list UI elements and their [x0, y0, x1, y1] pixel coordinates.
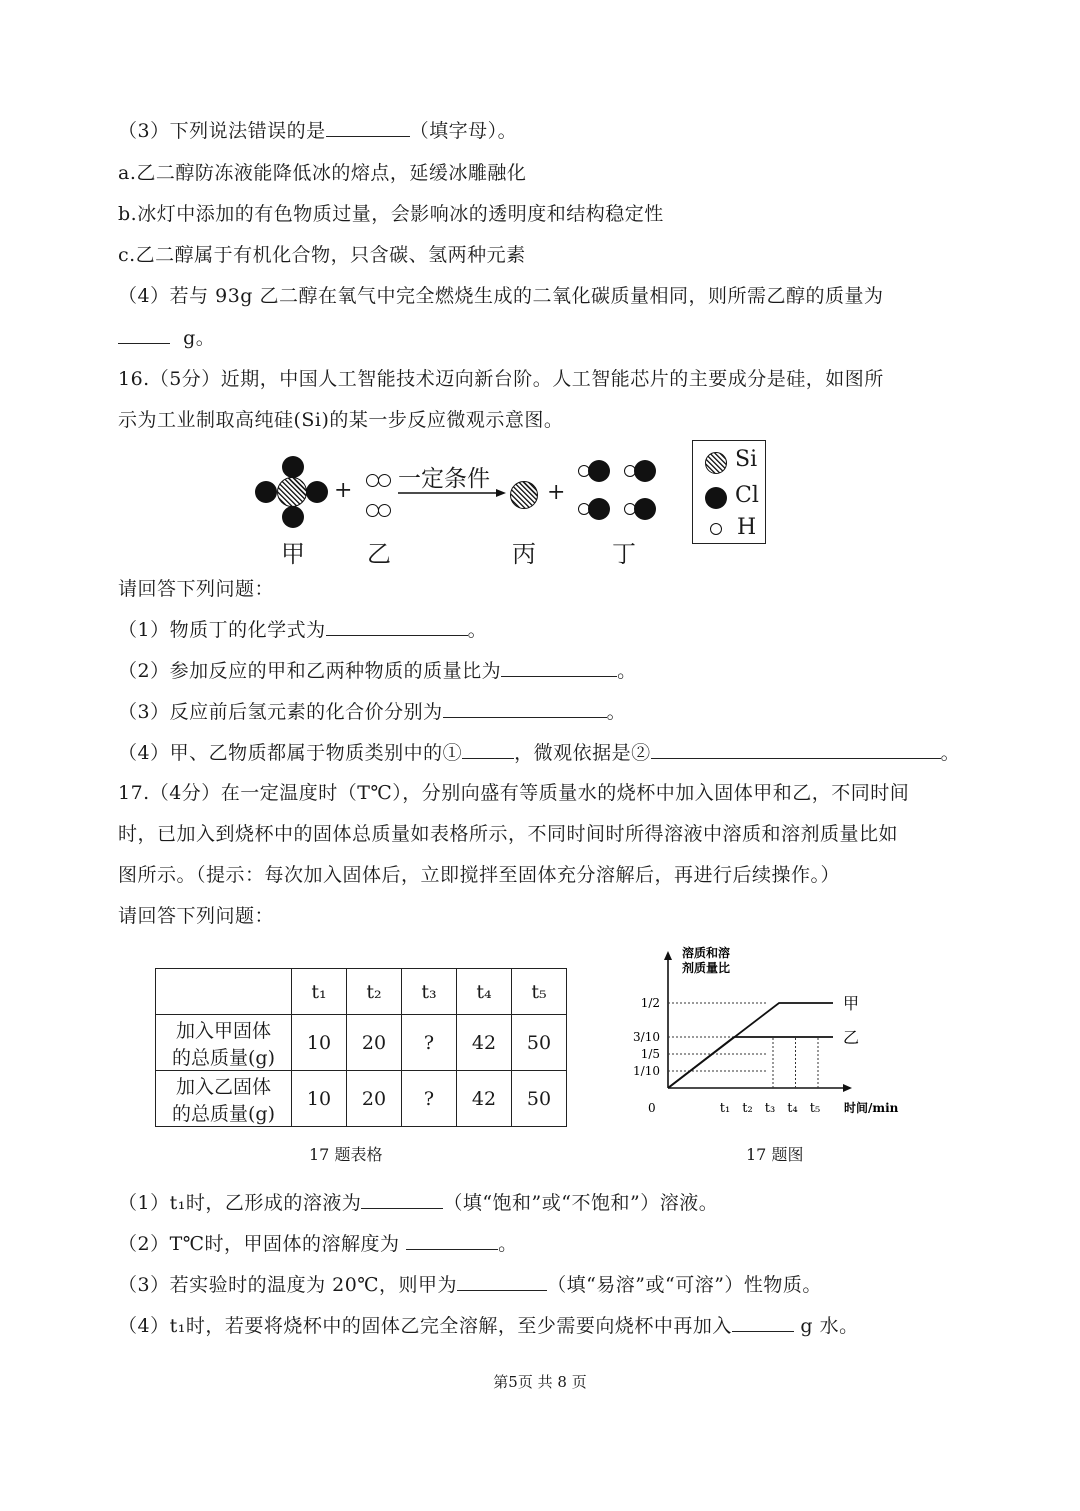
label-yi: 乙 — [367, 540, 391, 568]
table-cell: 50 — [512, 1015, 567, 1071]
cl-atom — [634, 498, 656, 520]
table-header-cell: t₅ — [512, 969, 567, 1015]
table-row-label — [156, 1015, 292, 1071]
table-header-cell: t₁ — [292, 969, 347, 1015]
cl-atom — [282, 506, 304, 528]
atom-legend — [692, 440, 766, 544]
q17-p3-tail: （填“易溶”或“可溶”）性物质。 — [547, 1274, 822, 1296]
answer-blank[interactable] — [118, 325, 170, 344]
q15-p3-text: （3）下列说法错误的是 — [118, 120, 326, 142]
table-row — [156, 1015, 567, 1071]
molecule-jia — [255, 456, 327, 528]
q15-p3 — [118, 118, 517, 144]
answer-blank[interactable] — [462, 740, 514, 759]
table-cell: 20 — [347, 1071, 402, 1127]
cl-legend-icon — [705, 487, 727, 509]
molecule-bing — [510, 481, 538, 509]
y-axis-label: 剂质量比 — [682, 961, 731, 975]
q17-intro-3: 图所示。（提示：每次加入固体后，立即搅拌至固体充分溶解后，再进行后续操作。） — [118, 864, 841, 886]
molecule-yi — [366, 474, 394, 520]
cl-atom — [588, 460, 610, 482]
cl-atom — [282, 456, 304, 478]
y-tick-label: 1/5 — [640, 1047, 660, 1061]
cl-atom — [634, 460, 656, 482]
q17-p3 — [118, 1272, 822, 1298]
answer-blank[interactable] — [501, 658, 617, 677]
label-ding: 丁 — [612, 540, 636, 568]
answer-blank[interactable] — [361, 1190, 443, 1209]
q17-p4 — [118, 1313, 859, 1339]
q17-p1 — [118, 1190, 718, 1216]
y-tick-label: 3/10 — [633, 1030, 660, 1044]
row-label-line: 加入甲固体 — [175, 1019, 271, 1042]
q17-p4-text: （4）t₁时，若要将烧杯中的固体乙完全溶解，至少需要向烧杯中再加入 — [118, 1315, 732, 1337]
table-corner-cell — [156, 969, 292, 1015]
table-header-cell: t₂ — [347, 969, 402, 1015]
x-tick-label: t₃ — [764, 1101, 776, 1116]
reaction-condition: 一定条件 — [398, 466, 490, 492]
q17-p1-tail: （填“饱和”或“不饱和”）溶液。 — [443, 1192, 719, 1214]
series-line-jia — [668, 1003, 833, 1088]
series-label: 甲 — [843, 994, 860, 1013]
q16-prompt: 请回答下列问题： — [118, 578, 275, 600]
table-cell: 10 — [292, 1015, 347, 1071]
table-header-row — [156, 969, 567, 1015]
q15-p4-unit: g。 — [183, 327, 216, 349]
q15-option-c: c.乙二醇属于有机化合物，只含碳、氢两种元素 — [118, 244, 526, 266]
legend-si-label: Si — [735, 447, 758, 472]
answer-blank[interactable] — [443, 699, 607, 718]
label-bing: 丙 — [512, 540, 536, 568]
solubility-chart — [620, 935, 920, 1125]
x-tick-label: t₅ — [809, 1101, 821, 1116]
table-cell: 50 — [512, 1071, 567, 1127]
reaction-arrow — [396, 486, 508, 500]
q17-prompt: 请回答下列问题： — [118, 905, 275, 927]
q16-p2 — [118, 658, 637, 684]
table-cell: ? — [402, 1071, 457, 1127]
q16-intro-2: 示为工业制取高纯硅(Si)的某一步反应微观示意图。 — [118, 409, 564, 431]
q16-intro-1: 16.（5分）近期，中国人工智能技术迈向新台阶。人工智能芯片的主要成分是硅，如图所 — [118, 368, 884, 390]
y-tick-label: 1/2 — [640, 996, 660, 1010]
q15-option-a: a.乙二醇防冻液能降低冰的熔点，延缓冰雕融化 — [118, 162, 527, 184]
x-tick-label: t₄ — [787, 1101, 798, 1116]
series-line-yi — [668, 1037, 833, 1088]
si-legend-icon — [705, 452, 727, 474]
answer-blank[interactable] — [406, 1231, 498, 1250]
y-tick-label: 1/10 — [633, 1064, 660, 1078]
row-label-line: 的总质量(g) — [172, 1046, 275, 1069]
q16-p1 — [118, 617, 487, 643]
answer-blank[interactable] — [457, 1272, 547, 1291]
table-cell: 42 — [457, 1015, 512, 1071]
q15-p3-tail: （填字母）。 — [409, 120, 518, 142]
x-tick-label: t₁ — [719, 1101, 731, 1116]
molecule-ding — [578, 458, 662, 524]
h-atom — [378, 504, 391, 517]
answer-blank[interactable] — [326, 617, 468, 636]
answer-blank[interactable] — [732, 1313, 794, 1332]
table-cell: ? — [402, 1015, 457, 1071]
q16-p4-text: （4）甲、乙物质都属于物质类别中的① — [118, 742, 463, 764]
q16-p4-tail: 。 — [940, 742, 961, 764]
answer-blank[interactable] — [651, 740, 941, 759]
table-cell: 20 — [347, 1015, 402, 1071]
table-row — [156, 1071, 567, 1127]
answer-blank[interactable] — [326, 118, 410, 137]
q16-p1-tail: 。 — [467, 619, 488, 641]
data-table — [155, 968, 567, 1127]
h-legend-icon — [710, 523, 722, 535]
cl-atom — [306, 481, 328, 503]
y-axis-arrow — [664, 951, 672, 960]
q15-option-b: b.冰灯中添加的有色物质过量，会影响冰的透明度和结构稳定性 — [118, 203, 664, 225]
plus-sign: + — [547, 480, 566, 505]
q17-intro-1: 17.（4分）在一定温度时（T℃），分别向盛有等质量水的烧杯中加入固体甲和乙，不同时间 — [118, 782, 910, 804]
page-footer: 第5页 共 8 页 — [493, 1373, 587, 1391]
q17-p4-tail: g 水。 — [800, 1315, 859, 1337]
q16-p2-tail: 。 — [617, 660, 637, 682]
cl-atom — [588, 498, 610, 520]
h-atom — [378, 474, 391, 487]
legend-h-label: H — [737, 515, 757, 540]
table-cell: 10 — [292, 1071, 347, 1127]
table-row-label — [156, 1071, 292, 1127]
table-cell: 42 — [457, 1071, 512, 1127]
legend-cl-label: Cl — [735, 483, 759, 508]
cl-atom — [255, 481, 277, 503]
si-atom — [277, 477, 307, 507]
q16-p2-text: （2）参加反应的甲和乙两种物质的质量比为 — [118, 660, 502, 682]
x-axis-arrow — [843, 1084, 852, 1092]
q17-p2-text: （2）T℃时，甲固体的溶解度为 — [118, 1233, 400, 1255]
x-tick-label: t₂ — [742, 1101, 753, 1116]
table-header-cell: t₄ — [457, 969, 512, 1015]
q16-p4-mid: ，微观依据是② — [514, 742, 651, 764]
q16-p3-text: （3）反应前后氢元素的化合价分别为 — [118, 701, 443, 723]
q17-p1-text: （1）t₁时，乙形成的溶液为 — [118, 1192, 362, 1214]
plus-sign: + — [334, 478, 353, 503]
q17-p2 — [118, 1231, 518, 1257]
q16-p3 — [118, 699, 626, 725]
label-jia: 甲 — [281, 540, 305, 568]
q16-p3-tail: 。 — [606, 701, 627, 723]
y-axis-label: 溶质和溶 — [682, 946, 731, 960]
origin-label: 0 — [648, 1101, 656, 1115]
x-axis-label: 时间/min — [844, 1101, 899, 1115]
q17-p3-text: （3）若实验时的温度为 20℃，则甲为 — [118, 1274, 458, 1296]
q16-p1-text: （1）物质丁的化学式为 — [118, 619, 326, 641]
table-caption: 17 题表格 — [309, 1145, 383, 1164]
q17-p2-tail: 。 — [498, 1233, 518, 1255]
series-label: 乙 — [843, 1028, 860, 1047]
q15-p4-answer — [118, 325, 215, 351]
q17-intro-2: 时，已加入到烧杯中的固体总质量如表格所示，不同时间时所得溶液中溶质和溶剂质量比如 — [118, 823, 899, 845]
q16-p4 — [118, 740, 960, 766]
chart-caption: 17 题图 — [746, 1145, 804, 1164]
table-header-cell: t₃ — [402, 969, 457, 1015]
row-label-line: 加入乙固体 — [175, 1075, 271, 1098]
row-label-line: 的总质量(g) — [172, 1102, 275, 1125]
q15-p4: （4）若与 93g 乙二醇在氧气中完全燃烧生成的二氧化碳质量相同，则所需乙醇的质量为 — [118, 285, 884, 307]
